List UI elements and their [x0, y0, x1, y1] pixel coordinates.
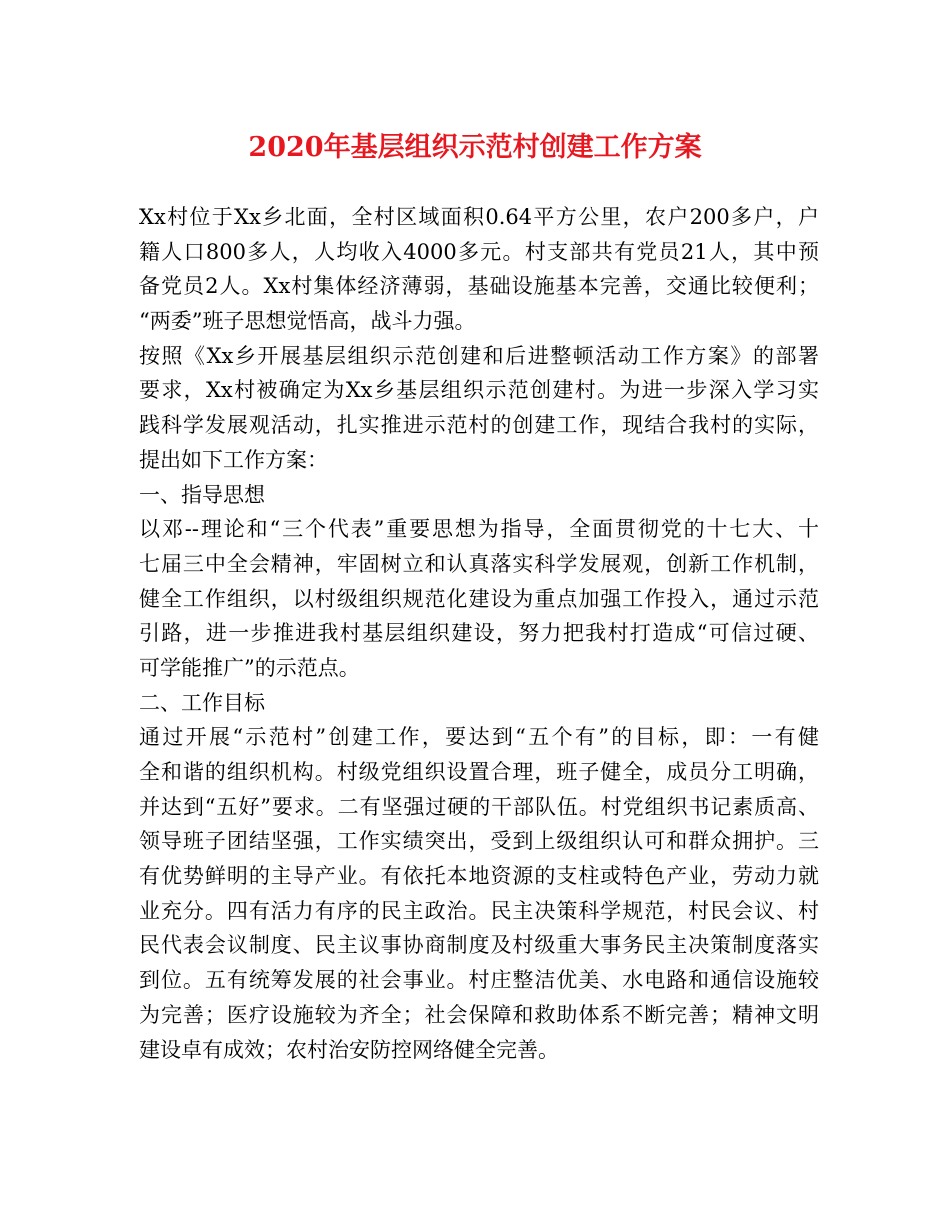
- body-line: 民代表会议制度、民主议事协商制度及村级重大事务民主决策制度落实: [139, 933, 819, 958]
- body-line: 建设卓有成效；农村治安防控网络健全完善。: [139, 1037, 559, 1062]
- body-line: 为完善；医疗设施较为齐全；社会保障和救助体系不断完善；精神文明: [139, 1002, 819, 1027]
- body-line: “两委”班子思想觉悟高，战斗力强。: [139, 309, 476, 334]
- body-line: 并达到“五好”要求。二有坚强过硬的干部队伍。村党组织书记素质高、: [139, 794, 819, 819]
- body-line: Xx村位于Xx乡北面，全村区域面积0.64平方公里，农户200多户，户: [139, 205, 819, 229]
- document-body: [139, 200, 819, 1067]
- body-line: 到位。五有统筹发展的社会事业。村庄整洁优美、水电路和通信设施较: [139, 968, 819, 993]
- body-line: 可学能推广”的示范点。: [139, 655, 360, 680]
- body-line: 通过开展“示范村”创建工作，要达到“五个有”的目标，即：一有健: [139, 725, 819, 750]
- document-title: 2020年基层组织示范村创建工作方案: [248, 132, 702, 163]
- body-line: 籍人口800多人，人均收入4000多元。村支部共有党员21人，其中预: [139, 239, 819, 264]
- body-line: 备党员2人。Xx村集体经济薄弱，基础设施基本完善，交通比较便利；: [139, 274, 819, 299]
- body-line: 业充分。四有活力有序的民主政治。民主决策科学规范，村民会议、村: [139, 898, 819, 923]
- body-line: 七届三中全会精神，牢固树立和认真落实科学发展观，创新工作机制，: [139, 551, 819, 576]
- body-line: 提出如下工作方案：: [139, 447, 328, 472]
- body-line: 要求，Xx村被确定为Xx乡基层组织示范创建村。为进一步深入学习实: [139, 378, 819, 403]
- section-heading: 二、工作目标: [139, 690, 265, 715]
- body-line: 以邓--理论和“三个代表”重要思想为指导，全面贯彻党的十七大、十: [139, 517, 819, 542]
- body-line: 健全工作组织，以村级组织规范化建设为重点加强工作投入，通过示范: [139, 586, 819, 611]
- body-line: 引路，进一步推进我村基层组织建设，努力把我村打造成“可信过硬、: [139, 621, 819, 646]
- body-line: 按照《Xx乡开展基层组织示范创建和后进整顿活动工作方案》的部署: [139, 343, 819, 368]
- body-line: 领导班子团结坚强，工作实绩突出，受到上级组织认可和群众拥护。三: [139, 829, 819, 854]
- body-line: 全和谐的组织机构。村级党组织设置合理，班子健全，成员分工明确，: [139, 760, 819, 784]
- body-line: 有优势鲜明的主导产业。有依托本地资源的支柱或特色产业，劳动力就: [139, 864, 819, 889]
- body-line: 践科学发展观活动，扎实推进示范村的创建工作，现结合我村的实际，: [139, 413, 819, 438]
- section-heading: 一、指导思想: [139, 482, 265, 507]
